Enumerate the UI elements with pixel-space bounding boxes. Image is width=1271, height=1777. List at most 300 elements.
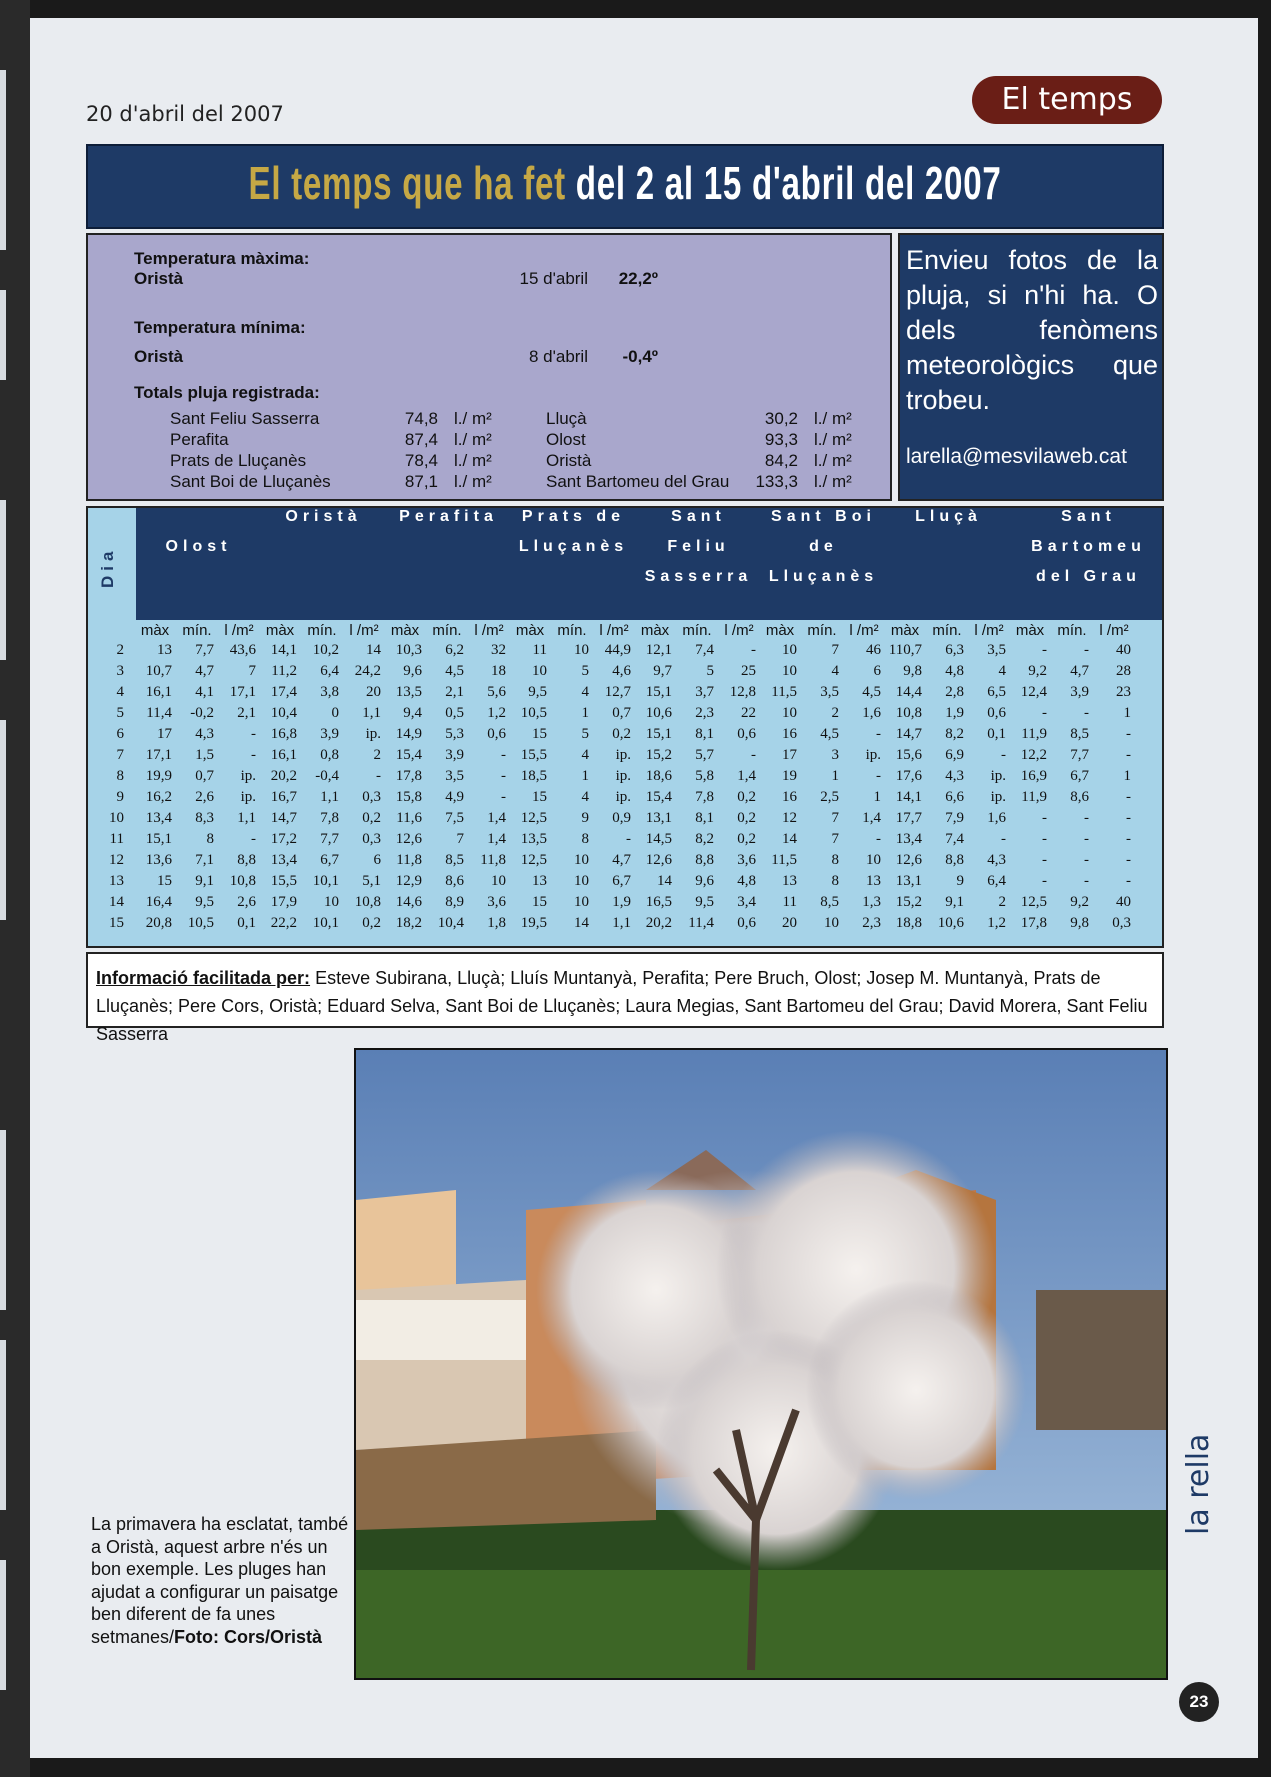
photo-request-text: Envieu fotos de la pluja, si n'hi ha. O dels fenòmens meteorològics que trobeu. [906, 245, 1158, 415]
value-cell: ip. [615, 789, 631, 805]
value-cell: ip. [990, 768, 1006, 784]
min-temp-label: Temperatura mínima: [134, 318, 306, 337]
value-cell: 20 [782, 915, 797, 931]
value-cell: 5,8 [695, 768, 714, 784]
town-header [261, 506, 386, 532]
value-cell: 20 [366, 684, 381, 700]
value-cell: - [1042, 705, 1047, 721]
value-cell: ip. [865, 747, 881, 763]
value-cell: 7,4 [695, 642, 714, 658]
value-cell: 0,3 [362, 789, 381, 805]
value-cell: 5,7 [695, 747, 714, 763]
value-cell: 20,2 [645, 915, 672, 931]
table-row [88, 852, 1164, 873]
day-cell: 5 [116, 705, 124, 721]
value-cell: 10 [866, 852, 881, 868]
column-subheader: màx [515, 622, 545, 639]
value-cell: - [1084, 831, 1089, 847]
adjacent-page-edge [0, 1340, 6, 1510]
value-cell: 13 [866, 873, 881, 889]
value-cell: 8,1 [695, 810, 714, 826]
value-cell: 1,3 [862, 894, 881, 910]
column-subheader: l /m² [1099, 622, 1129, 639]
town-line: Olost [165, 538, 232, 555]
value-cell: 10 [324, 894, 339, 910]
rain-place: Sant Bartomeu del Grau [546, 472, 730, 491]
value-cell: - [501, 789, 506, 805]
value-cell: 9,1 [195, 873, 214, 889]
value-cell: 4,5 [445, 663, 464, 679]
value-cell: - [1126, 810, 1131, 826]
day-cell: 9 [116, 789, 124, 805]
daily-weather-table [86, 506, 1164, 948]
value-cell: 1 [581, 705, 589, 721]
value-cell: 12,5 [520, 852, 547, 868]
value-cell: 22,2 [270, 915, 297, 931]
value-cell: 10,2 [312, 642, 339, 658]
value-cell: 0 [331, 705, 339, 721]
rain-place: Oristà [546, 451, 592, 470]
value-cell: 46 [866, 642, 881, 658]
value-cell: 16,8 [270, 726, 297, 742]
value-cell: 7,7 [195, 642, 214, 658]
day-cell: 2 [116, 642, 124, 658]
value-cell: 40 [1116, 642, 1131, 658]
value-cell: 10 [574, 642, 589, 658]
value-cell: 8,6 [1070, 789, 1089, 805]
value-cell: 9,6 [403, 663, 422, 679]
town-header [136, 532, 261, 562]
value-cell: 0,6 [737, 915, 756, 931]
value-cell: 6,4 [987, 873, 1006, 889]
value-cell: - [1084, 705, 1089, 721]
value-cell: 5,3 [445, 726, 464, 742]
value-cell: 4 [831, 663, 839, 679]
value-cell: 1,8 [487, 915, 506, 931]
value-cell: 6,6 [945, 789, 964, 805]
value-cell: 2 [998, 894, 1006, 910]
value-cell: 17,7 [895, 810, 922, 826]
value-cell: 12,8 [729, 684, 756, 700]
value-cell: 11 [532, 642, 547, 658]
value-cell: 0,2 [362, 810, 381, 826]
value-cell: 8,8 [945, 852, 964, 868]
value-cell: 11,4 [146, 705, 172, 721]
day-cell: 6 [116, 726, 124, 742]
column-subheader: l /m² [224, 622, 254, 639]
value-cell: 0,7 [612, 705, 631, 721]
rain-value: 30,2 [764, 409, 798, 428]
value-cell: 0,2 [737, 831, 756, 847]
value-cell: 0,1 [237, 915, 256, 931]
adjacent-page-edge [0, 1560, 6, 1690]
value-cell: 4,8 [737, 873, 756, 889]
value-cell: 4,3 [195, 726, 214, 742]
table-row [88, 810, 1164, 831]
value-cell: 0,8 [320, 747, 339, 763]
value-cell: 8,1 [695, 726, 714, 742]
value-cell: 8 [831, 873, 839, 889]
value-cell: ip. [240, 789, 256, 805]
rain-place: Lluçà [546, 409, 587, 428]
value-cell: 17,2 [270, 831, 297, 847]
value-cell: 25 [741, 663, 756, 679]
summary-panel [86, 233, 892, 501]
value-cell: 4,1 [195, 684, 214, 700]
value-cell: 0,2 [737, 789, 756, 805]
value-cell: 12,5 [1020, 894, 1047, 910]
value-cell: - [876, 768, 881, 784]
value-cell: 10,8 [354, 894, 381, 910]
min-temp-date: 8 d'abril [528, 347, 588, 366]
value-cell: - [1042, 852, 1047, 868]
value-cell: 13,4 [145, 810, 172, 826]
value-cell: 3,8 [320, 684, 339, 700]
value-cell: 17 [782, 747, 797, 763]
value-cell: 1 [1123, 705, 1131, 721]
value-cell: 16,1 [145, 684, 172, 700]
column-subheader: l /m² [974, 622, 1004, 639]
value-cell: 1,2 [987, 915, 1006, 931]
column-subheader: mín. [182, 622, 212, 639]
value-cell: 0,5 [445, 705, 464, 721]
value-cell: 14,7 [895, 726, 922, 742]
rain-value: 93,3 [764, 430, 798, 449]
town-line: Sasserra [644, 568, 753, 585]
value-cell: 10,5 [187, 915, 214, 931]
value-cell: 0,2 [612, 726, 631, 742]
credits-box [86, 952, 1164, 1044]
column-subheader: mín. [682, 622, 712, 639]
value-cell: 7 [831, 642, 839, 658]
value-cell: 6 [873, 663, 881, 679]
town-header [636, 506, 761, 592]
value-cell: - [1001, 747, 1006, 763]
column-subheader: l /m² [599, 622, 629, 639]
rain-value: 133,3 [755, 472, 798, 491]
value-cell: 8,5 [445, 852, 464, 868]
value-cell: 19 [782, 768, 797, 784]
table-row [88, 915, 1164, 936]
day-cell: 15 [109, 915, 124, 931]
value-cell: 9,8 [1070, 915, 1089, 931]
value-cell: - [251, 747, 256, 763]
value-cell: 15,2 [645, 747, 672, 763]
value-cell: 4,3 [945, 768, 964, 784]
value-cell: 12,9 [395, 873, 422, 889]
value-cell: 10 [532, 663, 547, 679]
value-cell: 7,1 [195, 852, 214, 868]
value-cell: 1 [873, 789, 881, 805]
day-cell: 12 [109, 852, 124, 868]
value-cell: 4 [581, 789, 589, 805]
value-cell: 13,4 [895, 831, 922, 847]
day-cell: 14 [109, 894, 124, 910]
contact-email[interactable]: larella@mesvilaweb.cat [906, 445, 1127, 468]
value-cell: 8,2 [945, 726, 964, 742]
value-cell: 13,1 [645, 810, 672, 826]
value-cell: - [1084, 852, 1089, 868]
value-cell: 2,3 [695, 705, 714, 721]
value-cell: 7 [831, 810, 839, 826]
column-subheader: mín. [1057, 622, 1087, 639]
town-line: Lluçanès [518, 538, 629, 555]
day-cell: 7 [116, 747, 124, 763]
value-cell: 12,6 [645, 852, 672, 868]
value-cell: 15 [157, 873, 172, 889]
value-cell: 3,9 [1070, 684, 1089, 700]
rain-unit: l./ m² [454, 430, 492, 449]
value-cell: 7,4 [945, 831, 964, 847]
value-cell: 4,7 [612, 852, 631, 868]
value-cell: 12,5 [520, 810, 547, 826]
value-cell: 6 [373, 852, 381, 868]
value-cell: 15,4 [395, 747, 422, 763]
value-cell: 12,4 [1020, 684, 1047, 700]
value-cell: 8 [581, 831, 589, 847]
value-cell: 16,9 [1020, 768, 1047, 784]
value-cell: 6,7 [1070, 768, 1089, 784]
value-cell: 6,3 [945, 642, 964, 658]
value-cell: 7 [456, 831, 464, 847]
value-cell: - [751, 642, 756, 658]
value-cell: - [1084, 873, 1089, 889]
value-cell: 13,4 [270, 852, 297, 868]
value-cell: 11 [782, 894, 797, 910]
value-cell: 5 [581, 726, 589, 742]
table-row [88, 684, 1164, 705]
title-faded-part: El temps que ha fet [248, 157, 566, 209]
value-cell: - [1042, 873, 1047, 889]
value-cell: 10,1 [312, 873, 339, 889]
value-cell: 14,4 [895, 684, 922, 700]
value-cell: - [1126, 789, 1131, 805]
rain-value: 87,4 [404, 430, 438, 449]
value-cell: 1,1 [320, 789, 339, 805]
value-cell: 18,6 [645, 768, 672, 784]
value-cell: 10,5 [520, 705, 547, 721]
value-cell: -0,2 [190, 705, 214, 721]
min-temp-place: Oristà [134, 347, 184, 366]
rain-unit: l./ m² [814, 409, 852, 428]
column-subheader: l /m² [724, 622, 754, 639]
value-cell: 3,6 [737, 852, 756, 868]
value-cell: 11,8 [480, 852, 506, 868]
value-cell: 4,3 [987, 852, 1006, 868]
value-cell: 1,5 [195, 747, 214, 763]
value-cell: 17,8 [1020, 915, 1047, 931]
value-cell: 7,9 [945, 810, 964, 826]
value-cell: 9,4 [403, 705, 422, 721]
value-cell: 0,7 [195, 768, 214, 784]
value-cell: 14,7 [270, 810, 297, 826]
column-subheader: mín. [432, 622, 462, 639]
value-cell: 14,6 [395, 894, 422, 910]
rain-value: 84,2 [764, 451, 798, 470]
value-cell: 0,2 [737, 810, 756, 826]
column-subheader: l /m² [474, 622, 504, 639]
value-cell: - [251, 726, 256, 742]
value-cell: 2 [373, 747, 381, 763]
rain-unit: l./ m² [454, 451, 492, 470]
value-cell: 18,5 [520, 768, 547, 784]
town-line: Lluçanès [768, 568, 879, 585]
value-cell: 10 [782, 705, 797, 721]
value-cell: 16,2 [145, 789, 172, 805]
value-cell: 15,5 [270, 873, 297, 889]
value-cell: 15,8 [395, 789, 422, 805]
column-subheader: màx [265, 622, 295, 639]
value-cell: ip. [365, 726, 381, 742]
town-line: del Grau [1036, 568, 1141, 585]
rain-place: Olost [546, 430, 586, 449]
value-cell: 17,4 [270, 684, 297, 700]
value-cell: 10,6 [645, 705, 672, 721]
value-cell: 10,8 [895, 705, 922, 721]
value-cell: 9,8 [903, 663, 922, 679]
value-cell: 6,7 [320, 852, 339, 868]
value-cell: ip. [615, 768, 631, 784]
value-cell: 0,2 [362, 915, 381, 931]
value-cell: - [501, 747, 506, 763]
column-subheader: màx [765, 622, 795, 639]
value-cell: 3,9 [320, 726, 339, 742]
value-cell: 3,5 [445, 768, 464, 784]
photo-caption [91, 1513, 351, 1648]
adjacent-page-edge [0, 70, 6, 250]
value-cell: 17,8 [395, 768, 422, 784]
value-cell: 9,6 [695, 873, 714, 889]
town-line: Prats de [521, 508, 626, 525]
value-cell: - [1084, 810, 1089, 826]
value-cell: 1,4 [487, 810, 506, 826]
value-cell: - [376, 768, 381, 784]
town-header [1011, 506, 1164, 592]
value-cell: 12,1 [645, 642, 672, 658]
value-cell: - [501, 768, 506, 784]
value-cell: 8,3 [195, 810, 214, 826]
adjacent-page-edge [0, 290, 6, 380]
value-cell: 1,6 [987, 810, 1006, 826]
value-cell: 4,7 [195, 663, 214, 679]
value-cell: - [1126, 873, 1131, 889]
value-cell: 9 [581, 810, 589, 826]
value-cell: 1,1 [612, 915, 631, 931]
value-cell: 10,6 [937, 915, 964, 931]
value-cell: - [1001, 831, 1006, 847]
value-cell: 15,4 [645, 789, 672, 805]
value-cell: 10 [491, 873, 506, 889]
column-subheader: mín. [557, 622, 587, 639]
value-cell: 7 [248, 663, 256, 679]
value-cell: 15,5 [520, 747, 547, 763]
town-header-band [136, 508, 1164, 620]
value-cell: 17,1 [229, 684, 256, 700]
page-number: 23 [1179, 1682, 1219, 1722]
town-line: Sant Boi de [771, 508, 876, 555]
value-cell: 12,2 [1020, 747, 1047, 763]
publication-name: la rella [1181, 1433, 1216, 1535]
value-cell: 15,6 [895, 747, 922, 763]
value-cell: 2 [831, 705, 839, 721]
rain-place: Sant Boi de Lluçanès [170, 472, 331, 491]
value-cell: 5 [581, 663, 589, 679]
value-cell: 10 [824, 915, 839, 931]
value-cell: 2,3 [862, 915, 881, 931]
column-subheader: màx [890, 622, 920, 639]
value-cell: 2,6 [237, 894, 256, 910]
adjacent-page-edge [0, 1130, 6, 1310]
value-cell: 8 [831, 852, 839, 868]
value-cell: - [1126, 747, 1131, 763]
value-cell: 1,4 [487, 831, 506, 847]
value-cell: 12,6 [395, 831, 422, 847]
max-temp-place: Oristà [134, 269, 184, 288]
value-cell: 6,4 [320, 663, 339, 679]
value-cell: 14,9 [395, 726, 422, 742]
value-cell: 4,6 [612, 663, 631, 679]
value-cell: 1,2 [487, 705, 506, 721]
rain-value: 74,8 [404, 409, 438, 428]
value-cell: 14,5 [645, 831, 672, 847]
value-cell: 3,7 [695, 684, 714, 700]
section-badge: El temps [972, 76, 1162, 124]
value-cell: 8,8 [237, 852, 256, 868]
value-cell: 4 [998, 663, 1006, 679]
value-cell: 13,1 [895, 873, 922, 889]
day-cell: 3 [116, 663, 124, 679]
value-cell: 13,6 [145, 852, 172, 868]
value-cell: 7,5 [445, 810, 464, 826]
town-header [886, 506, 1011, 532]
value-cell: 8,5 [1070, 726, 1089, 742]
value-cell: 10 [782, 663, 797, 679]
value-cell: 0,3 [1112, 915, 1131, 931]
column-subheader: mín. [932, 622, 962, 639]
value-cell: 12 [782, 810, 797, 826]
value-cell: 13,5 [395, 684, 422, 700]
value-cell: 11,8 [396, 852, 422, 868]
value-cell: 15,2 [895, 894, 922, 910]
value-cell: 4 [581, 747, 589, 763]
day-cell: 11 [109, 831, 124, 847]
column-subheader: màx [640, 622, 670, 639]
value-cell: 9,5 [195, 894, 214, 910]
value-cell: 22 [741, 705, 756, 721]
table-row [88, 789, 1164, 810]
value-cell: - [1042, 642, 1047, 658]
value-cell: 44,9 [604, 642, 631, 658]
value-cell: 14,1 [895, 789, 922, 805]
value-cell: 9,5 [695, 894, 714, 910]
value-cell: - [751, 747, 756, 763]
town-header [511, 506, 636, 562]
page-spine [0, 0, 30, 1777]
value-cell: 18,8 [895, 915, 922, 931]
value-cell: 14 [657, 873, 672, 889]
rain-place: Prats de Lluçanès [170, 451, 307, 470]
town-header [761, 506, 886, 592]
value-cell: ip. [990, 789, 1006, 805]
value-cell: 15 [532, 894, 547, 910]
value-cell: 6,5 [987, 684, 1006, 700]
value-cell: 10 [574, 894, 589, 910]
column-subheader: màx [1015, 622, 1045, 639]
table-row [88, 894, 1164, 915]
value-cell: 5,1 [362, 873, 381, 889]
value-cell: - [1042, 831, 1047, 847]
value-cell: 18 [491, 663, 506, 679]
